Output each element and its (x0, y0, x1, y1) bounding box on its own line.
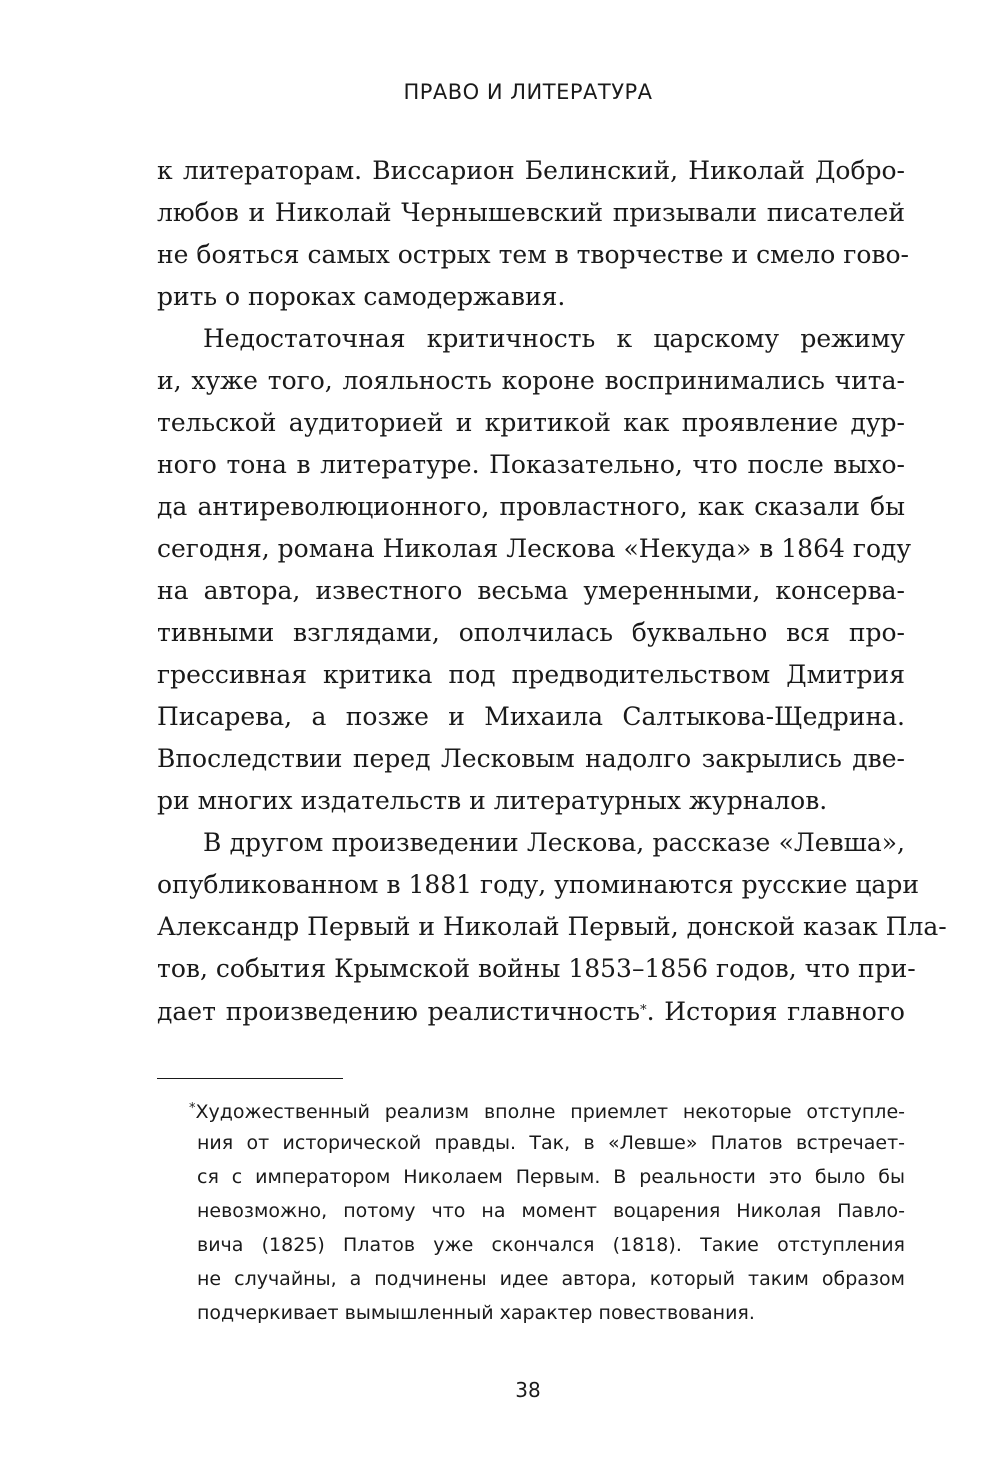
footnote-line-text: Художественный реализм вполне приемлет некоторые отступле- (195, 1101, 905, 1123)
footnote (189, 1092, 905, 1330)
footnote-line: ся с императором Николаем Первым. В реальности это было бы (197, 1166, 905, 1188)
body-line: Писарева, а позже и Михаила Салтыкова-Щедрина. (157, 702, 905, 731)
body-line: Впоследствии перед Лесковым надолго закрылись две- (157, 744, 905, 773)
footnote-separator (157, 1078, 343, 1079)
body-line: на автора, известного весьма умеренными, консерва- (157, 576, 905, 605)
body-line: к литераторам. Виссарион Белинский, Николай Добро- (157, 156, 905, 185)
body-line: опубликованном в 1881 году, упоминаются русские цари (157, 870, 919, 899)
footnote-line: ния от исторической правды. Так, в «Левше» Платов встречает- (197, 1132, 905, 1154)
body-line: не бояться самых острых тем в творчестве и смело гово- (157, 240, 909, 269)
body-line: Александр Первый и Николай Первый, донской казак Пла- (157, 912, 947, 941)
footnote-line (189, 1092, 905, 1126)
body-line: любов и Николай Чернышевский призывали писателей (157, 198, 905, 227)
body-line: грессивная критика под предводительством Дмитрия (157, 660, 905, 689)
body-line-part: . История главного (646, 997, 905, 1026)
body-line: сегодня, романа Николая Лескова «Некуда» в 1864 году (157, 534, 912, 563)
footnote-line: невозможно, потому что на момент воцарения Николая Павло- (197, 1200, 905, 1222)
body-line: тивными взглядами, ополчилась буквально вся про- (157, 618, 905, 647)
body-line: тельской аудиторией и критикой как проявление дур- (157, 408, 905, 437)
footnote-line: вича (1825) Платов уже скончался (1818). Такие отступления (197, 1234, 905, 1256)
body-line: и, хуже того, лояльность короне воспринимались чита- (157, 366, 905, 395)
footnote-reference: * (640, 1003, 647, 1018)
body-line: да антиреволюционного, провластного, как сказали бы (157, 492, 905, 521)
footnote-line: подчеркивает вымышленный характер повествования. (197, 1302, 755, 1324)
body-line-with-footnote-ref (157, 990, 905, 1032)
page-number: 38 (515, 1378, 541, 1402)
main-text (157, 150, 947, 1032)
body-line: ри многих издательств и литературных журналов. (157, 786, 828, 815)
footnote-marker: * (189, 1101, 196, 1116)
body-line: ного тона в литературе. Показательно, что после выхо- (157, 450, 905, 479)
body-line: В другом произведении Лескова, рассказе «Левша», (203, 828, 905, 857)
body-line-part: дает произведению реалистичность (157, 997, 641, 1026)
body-line: рить о пороках самодержавия. (157, 282, 566, 311)
running-head: ПРАВО И ЛИТЕРАТУРА (403, 80, 653, 104)
body-line: тов, события Крымской войны 1853–1856 годов, что при- (157, 954, 916, 983)
footnote-line: не случайны, а подчинены идее автора, который таким образом (197, 1268, 905, 1290)
body-line: Недостаточная критичность к царскому режиму (203, 324, 905, 353)
